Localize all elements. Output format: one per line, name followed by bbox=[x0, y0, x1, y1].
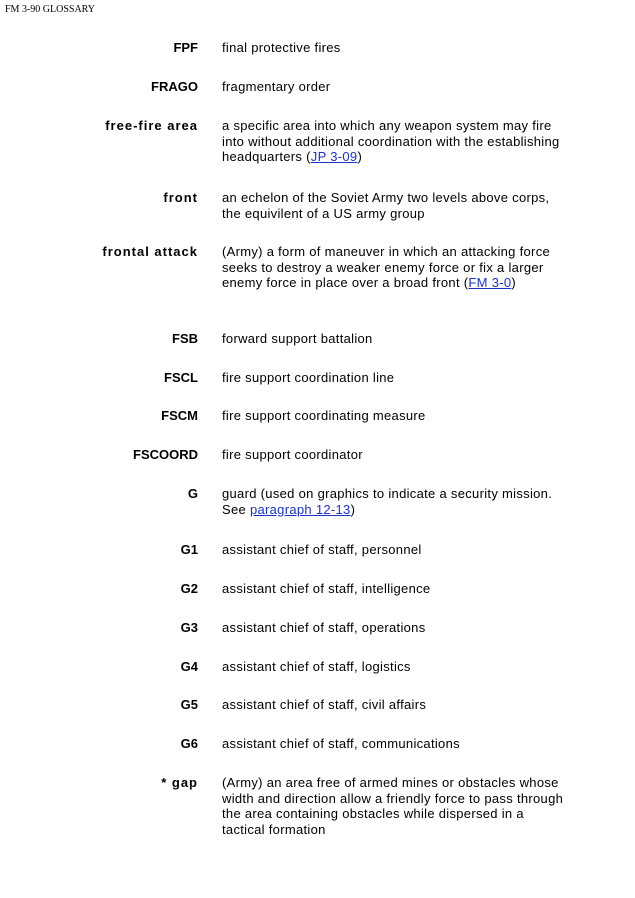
glossary-term: G4 bbox=[180, 659, 198, 674]
glossary-definition: fire support coordinator bbox=[222, 447, 363, 462]
glossary-definition: (Army) an area free of armed mines or obstacles whose width and direction allow a friendly force to pass through the area containing obstacles while dispersed in a tactical formation bbox=[222, 775, 564, 837]
glossary-definition: assistant chief of staff, communications bbox=[222, 736, 460, 751]
glossary-term: free-fire area bbox=[105, 118, 198, 133]
glossary-term: G1 bbox=[180, 542, 198, 557]
glossary-term: G6 bbox=[180, 736, 198, 751]
glossary-definition: fragmentary order bbox=[222, 79, 331, 94]
glossary-definition: fire support coordinating measure bbox=[222, 408, 426, 423]
glossary-term: FPF bbox=[173, 40, 198, 55]
reference-link-fm-3-0[interactable]: FM 3-0 bbox=[468, 275, 512, 290]
glossary-term: front bbox=[163, 190, 198, 205]
glossary-definition: assistant chief of staff, intelligence bbox=[222, 581, 431, 596]
glossary-definition: guard (used on graphics to indicate a security mission. See paragraph 12-13) bbox=[222, 486, 553, 517]
glossary-term: FSB bbox=[172, 331, 198, 346]
glossary-term: FSCL bbox=[164, 370, 198, 385]
running-header: FM 3-90 GLOSSARY bbox=[5, 4, 96, 15]
glossary-definition: assistant chief of staff, civil affairs bbox=[222, 697, 427, 712]
glossary-term: G5 bbox=[180, 697, 198, 712]
glossary-definition: an echelon of the Soviet Army two levels above corps, the equivilent of a US army group bbox=[222, 190, 550, 221]
glossary-term: G bbox=[187, 486, 198, 501]
glossary-definition: assistant chief of staff, logistics bbox=[222, 659, 411, 674]
glossary-definition: forward support battalion bbox=[222, 331, 373, 346]
glossary-definition: fire support coordination line bbox=[222, 370, 395, 385]
glossary-term: FSCOORD bbox=[133, 447, 198, 462]
glossary-term: FRAGO bbox=[151, 79, 198, 94]
glossary-term: * gap bbox=[161, 775, 198, 790]
glossary-definition: final protective fires bbox=[222, 40, 341, 55]
glossary-term: frontal attack bbox=[102, 244, 198, 259]
glossary-term: G2 bbox=[180, 581, 198, 596]
glossary-definition: assistant chief of staff, personnel bbox=[222, 542, 422, 557]
glossary-definition: a specific area into which any weapon system may fire into without additional coordination with the establishing headquarters (JP 3-09) bbox=[222, 118, 560, 164]
reference-link-jp-3-09[interactable]: JP 3-09 bbox=[310, 149, 358, 164]
reference-link-paragraph-12-13[interactable]: paragraph 12-13 bbox=[249, 501, 351, 517]
glossary-term: FSCM bbox=[161, 408, 198, 423]
glossary-definition: assistant chief of staff, operations bbox=[222, 620, 426, 635]
glossary-term: G3 bbox=[180, 620, 198, 635]
glossary-definition: (Army) a form of maneuver in which an attacking force seeks to destroy a weaker enemy force or fix a larger enemy force in place over a broad front (FM 3-0) bbox=[222, 244, 551, 290]
